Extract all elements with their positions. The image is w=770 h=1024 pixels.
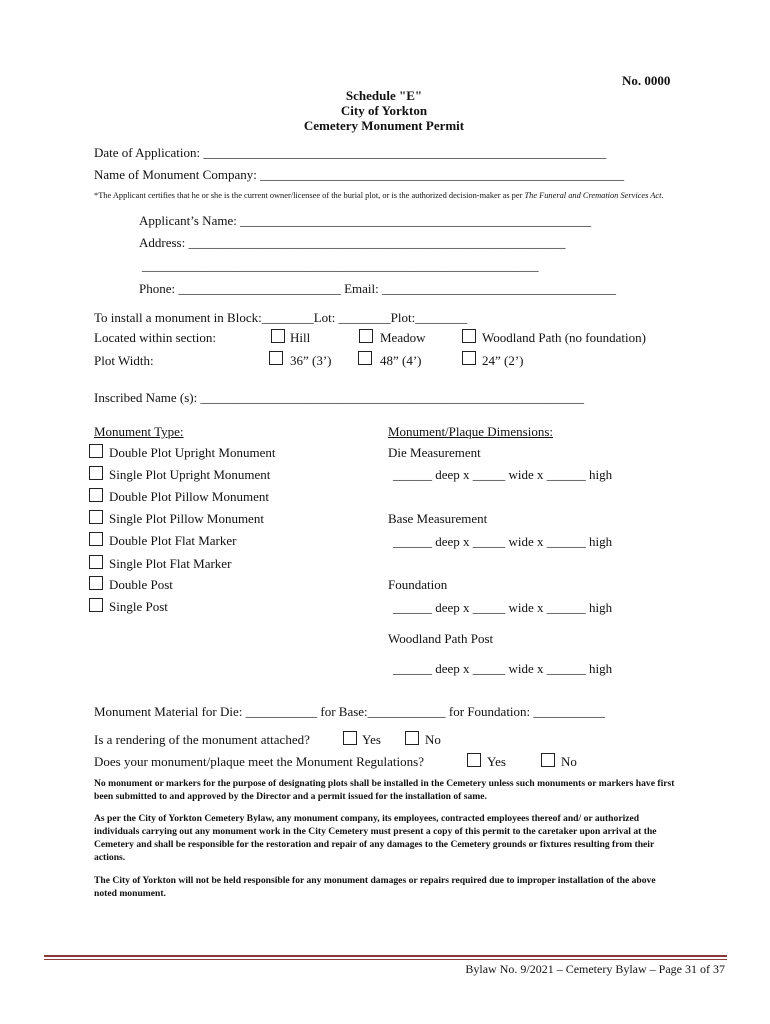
- regulations-question: Does your monument/plaque meet the Monument Regulations?: [94, 754, 424, 769]
- inscribed-names-field[interactable]: Inscribed Name (s): ___________________________________________________________: [94, 390, 584, 405]
- woodland-dimensions-field[interactable]: ______ deep x _____ wide x ______ high: [393, 661, 613, 676]
- install-block-field[interactable]: To install a monument in Block:________Lot: ________Plot:________: [94, 310, 468, 325]
- double-post-checkbox[interactable]: [89, 576, 103, 590]
- rendering-no-checkbox[interactable]: [405, 731, 419, 745]
- schedule-label: Schedule "E": [345, 88, 423, 103]
- width-24-label: 24” (2’): [482, 353, 524, 368]
- width-48-label: 48” (4’): [380, 353, 422, 368]
- base-measurement-label: Base Measurement: [388, 511, 488, 526]
- regulations-yes-label: Yes: [487, 754, 506, 769]
- woodland-path-post-label: Woodland Path Post: [388, 631, 494, 646]
- monument-company-field[interactable]: Name of Monument Company: ________________________________________________________: [94, 167, 625, 182]
- foundation-dimensions-field[interactable]: ______ deep x _____ wide x ______ high: [393, 600, 613, 615]
- section-hill-label: Hill: [290, 330, 311, 345]
- single-plot-flat-label: Single Plot Flat Marker: [109, 556, 232, 571]
- city-name: City of Yorkton: [340, 103, 428, 118]
- regulations-yes-checkbox[interactable]: [467, 753, 481, 767]
- dimensions-heading: Monument/Plaque Dimensions:: [388, 424, 554, 439]
- base-dimensions-field[interactable]: ______ deep x _____ wide x ______ high: [393, 534, 613, 549]
- date-of-application-field[interactable]: Date of Application: ______________________________________________________________: [94, 145, 607, 160]
- width-36-checkbox[interactable]: [269, 351, 283, 365]
- footer-rule: [44, 955, 727, 957]
- width-48-checkbox[interactable]: [358, 351, 372, 365]
- rendering-question: Is a rendering of the monument attached?: [94, 732, 310, 747]
- regulations-no-checkbox[interactable]: [541, 753, 555, 767]
- single-plot-pillow-label: Single Plot Pillow Monument: [109, 511, 264, 526]
- double-plot-upright-checkbox[interactable]: [89, 444, 103, 458]
- die-measurement-label: Die Measurement: [388, 445, 481, 460]
- section-woodland-checkbox[interactable]: [462, 329, 476, 343]
- section-hill-checkbox[interactable]: [271, 329, 285, 343]
- double-plot-pillow-checkbox[interactable]: [89, 488, 103, 502]
- plot-width-label: Plot Width:: [94, 353, 154, 368]
- single-post-label: Single Post: [109, 599, 168, 614]
- width-36-label: 36” (3’): [290, 353, 332, 368]
- section-label: Located within section:: [94, 330, 217, 345]
- page-title: Cemetery Monument Permit: [303, 118, 465, 133]
- single-plot-upright-label: Single Plot Upright Monument: [109, 467, 271, 482]
- single-plot-pillow-checkbox[interactable]: [89, 510, 103, 524]
- foundation-label: Foundation: [388, 577, 448, 592]
- monument-material-field[interactable]: Monument Material for Die: ___________ for Base:____________ for Foundation: ___________: [94, 704, 605, 719]
- double-plot-upright-label: Double Plot Upright Monument: [109, 445, 276, 460]
- monument-type-heading: Monument Type:: [94, 424, 184, 439]
- section-woodland-label: Woodland Path (no foundation): [482, 330, 646, 345]
- address-line2-field[interactable]: _____________________________________________________________: [142, 258, 539, 273]
- page-footer: Bylaw No. 9/2021 – Cemetery Bylaw – Page 31 of 37: [465, 962, 725, 976]
- address-field[interactable]: Address: __________________________________________________________: [139, 235, 566, 250]
- phone-email-field[interactable]: Phone: _________________________ Email: ____________________________________: [139, 281, 617, 296]
- section-meadow-label: Meadow: [380, 330, 426, 345]
- double-plot-flat-checkbox[interactable]: [89, 532, 103, 546]
- rendering-yes-label: Yes: [362, 732, 381, 747]
- applicant-name-field[interactable]: Applicant’s Name: ______________________________________________________: [139, 213, 592, 228]
- section-meadow-checkbox[interactable]: [359, 329, 373, 343]
- approval-paragraph: No monument or markers for the purpose of designating plots shall be installed in the Cemetery unless such monuments or markers have first been submitted to and approved by the Director and a permit issued for the installation of same.: [94, 778, 675, 802]
- double-post-label: Double Post: [109, 577, 173, 592]
- double-plot-pillow-label: Double Plot Pillow Monument: [109, 489, 269, 504]
- double-plot-flat-label: Double Plot Flat Marker: [109, 533, 237, 548]
- regulations-no-label: No: [561, 754, 577, 769]
- width-24-checkbox[interactable]: [462, 351, 476, 365]
- liability-paragraph: The City of Yorkton will not be held responsible for any monument damages or repairs required due to improper installation of the above noted monument.: [94, 875, 656, 899]
- single-post-checkbox[interactable]: [89, 598, 103, 612]
- footer-rule-thin: [44, 959, 727, 960]
- die-dimensions-field[interactable]: ______ deep x _____ wide x ______ high: [393, 467, 613, 482]
- permit-number: No. 0000: [622, 73, 671, 88]
- rendering-no-label: No: [425, 732, 441, 747]
- single-plot-flat-checkbox[interactable]: [89, 555, 103, 569]
- single-plot-upright-checkbox[interactable]: [89, 466, 103, 480]
- rendering-yes-checkbox[interactable]: [343, 731, 357, 745]
- bylaw-paragraph: As per the City of Yorkton Cemetery Bylaw, any monument company, its employees, contracted employees thereof and/ or authorized individuals carrying out any monument work in the City Cemetery must present a copy of this permit to the caretaker upon arrival at the Cemetery and shall be responsible for the restoration and repair of any damages to the Cemetery grounds or fixtures resulting from their actions.: [94, 813, 657, 863]
- applicant-certification-note: *The Applicant certifies that he or she is the current owner/licensee of the burial plot, or is the authorized decision-maker as per The Funeral and Cremation Services Act.: [94, 191, 664, 200]
